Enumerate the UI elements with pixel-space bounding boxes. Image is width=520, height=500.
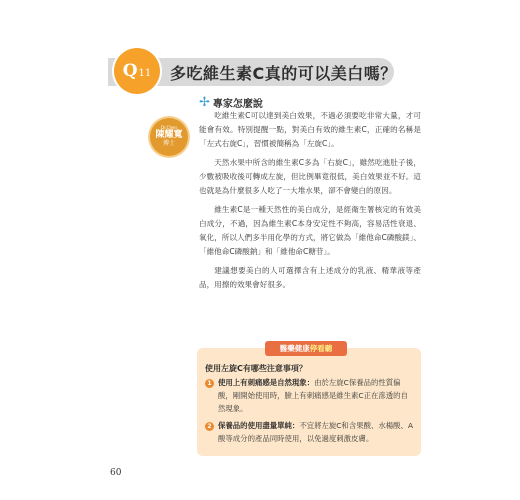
question-number-badge xyxy=(114,48,160,94)
tip-tab-highlight: 停看聽 xyxy=(309,344,333,353)
section-heading-label: 專家怎麼說 xyxy=(212,99,263,110)
article-body xyxy=(199,109,421,297)
tip-tab-label: 醫藥健康 xyxy=(279,344,310,353)
question-badge-letter: Q xyxy=(122,61,138,81)
tip-question: 使用左旋C有哪些注意事項？ xyxy=(205,364,307,373)
tip-item-text xyxy=(218,419,415,445)
tip-item-body: 由於左旋C保養品的性質偏酸，剛開始使用時，臉上有刺痛感是維生素C正在滲透的自然現象。 xyxy=(218,378,408,413)
tip-item xyxy=(205,419,415,445)
doctor-badge xyxy=(150,118,188,156)
paragraph: 維生素C是一種天然性的美白成分，是經衛生署核定的有效美白成分，不過，因為維生素C本身安定性不夠高，容易活性衰退、氧化，所以人們多半用化學的方式，將它做為「維他命C磷酸鎂」、「維他命C磷酸鈉」和「維他命C糖苷」。 xyxy=(199,205,421,256)
number-2-icon: 2 xyxy=(205,422,214,431)
doctor-en-label: Dr.Chen xyxy=(161,125,177,130)
paragraph: 天然水果中所含的維生素C多為「右旋C」，雖然吃進肚子後，少數被吸收後可轉成左旋，但比例畢竟很低，美白效果並不好。這也就是為什麼很多人吃了一大堆水果，卻不會變白的原因。 xyxy=(199,158,421,195)
doctor-name: 陳耀寬 xyxy=(155,130,183,140)
section-heading xyxy=(199,95,263,110)
tip-list xyxy=(205,376,415,449)
number-1-icon: 1 xyxy=(205,379,214,388)
paragraph: 建議想要美白的人可選擇含有上述成分的乳液、精華液等產品，用擦的效果會好很多。 xyxy=(199,266,421,289)
doctor-title: 博士 xyxy=(162,140,175,147)
tip-item-text xyxy=(218,376,415,415)
tip-item-head: 保養品的使用盡量單純： xyxy=(218,421,300,430)
tip-item xyxy=(205,376,415,415)
page-number: 60 xyxy=(110,468,122,478)
tip-item-body: 不宜將左旋C和含果酸、水楊酸、A酸等成分的產品同時使用，以免過度刺激皮膚。 xyxy=(218,421,413,443)
tip-item-head: 使用上有刺痛感是自然現象： xyxy=(218,378,315,387)
paragraph: 吃維生素C可以達到美白效果，不過必須要吃非常大量，才可能會有效。特別提醒一點，對美白有效的維生素C，正確的名稱是「左式右旋C」，習慣被簡稱為「左旋C」。 xyxy=(199,111,421,148)
question-badge-number: 11 xyxy=(138,68,152,79)
tip-box-tab xyxy=(265,341,347,356)
question-title: 多吃維生素C真的可以美白嗎？ xyxy=(170,64,397,83)
plus-icon: ✢ xyxy=(199,95,210,110)
